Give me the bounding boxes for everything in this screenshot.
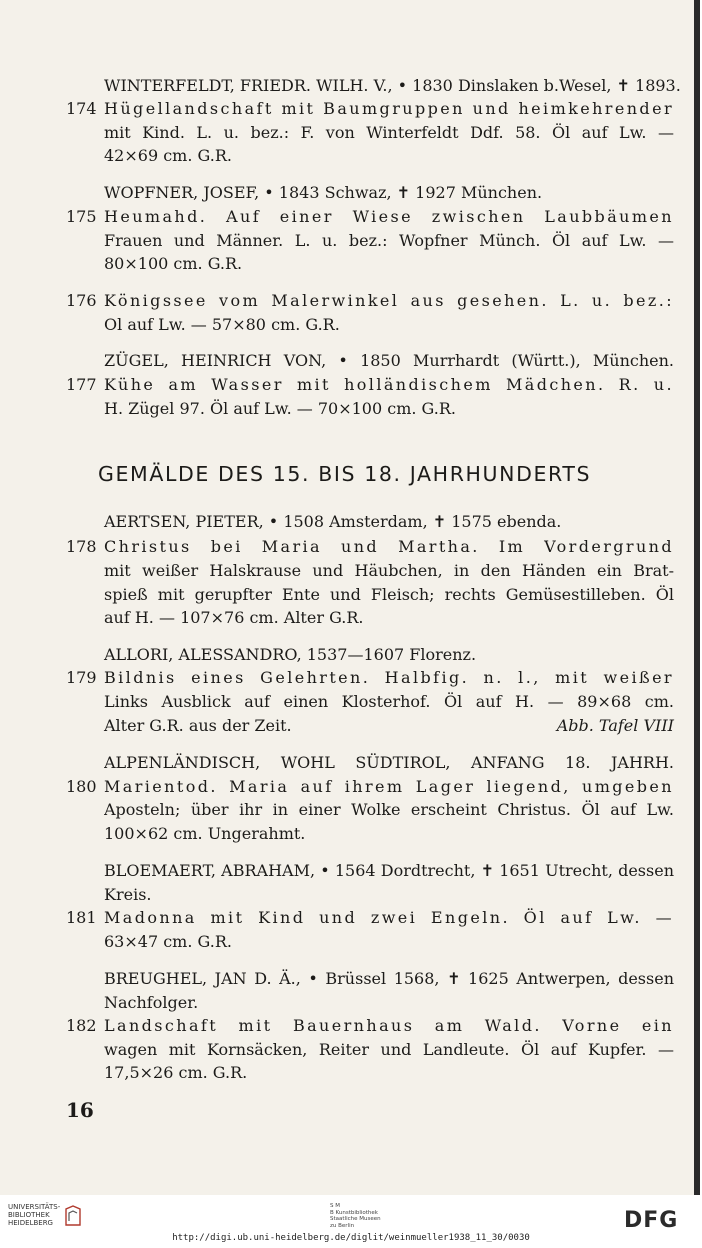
lot-description-line: 42×69 cm. G.R. (104, 146, 232, 165)
lot-description-line: spieß mit gerupfter Ente und Fleisch; rechts Gemüsestilleben. Öl (104, 585, 674, 604)
lot-description-line: Frauen und Männer. L. u. bez.: Wopfner Münch. Öl auf Lw. — (104, 231, 674, 250)
lot-title-line: Heumahd. Auf einer Wiese zwischen Laubbäumen (104, 207, 674, 226)
lot-description-line: auf H. — 107×76 cm. Alter G.R. (104, 608, 364, 627)
lot-title-line: Landschaft mit Bauernhaus am Wald. Vorne ein (104, 1016, 674, 1035)
artist-heading: AERTSEN, PIETER, • 1508 Amsterdam, ✝ 1575 ebenda. (104, 512, 562, 531)
artist-heading: ZÜGEL, HEINRICH VON, • 1850 Murrhardt (Württ.), München. (104, 351, 674, 370)
lot-description-line: Aposteln; über ihr in einer Wolke erscheint Christus. Öl auf Lw. (104, 800, 674, 819)
lot-description-line: H. Zügel 97. Öl auf Lw. — 70×100 cm. G.R. (104, 399, 456, 418)
artist-heading: WINTERFELDT, FRIEDR. WILH. V., • 1830 Dinslaken b.Wesel, ✝ 1893. (104, 76, 681, 95)
lot-title-line: Kühe am Wasser mit holländischem Mädchen. R. u. (104, 375, 674, 394)
lot-description-line: mit weißer Halskrause und Häubchen, in den Händen ein Brat- (104, 561, 674, 580)
lot-title-line: Hügellandschaft mit Baumgruppen und heimkehrender (104, 99, 674, 118)
plate-reference: Abb. Tafel VIII (556, 716, 674, 735)
lending-library-credit: S M B Kunstbibliothek Staatliche Museen zu Berlin (330, 1203, 381, 1229)
lot-number: 178 (66, 537, 97, 556)
lot-description-line: mit Kind. L. u. bez.: F. von Winterfeldt Ddf. 58. Öl auf Lw. — (104, 123, 674, 142)
lot-description-line: 17,5×26 cm. G.R. (104, 1063, 248, 1082)
lot-title-line: Bildnis eines Gelehrten. Halbfig. n. l., mit weißer (104, 668, 674, 687)
dfg-logo: DFG (624, 1208, 679, 1233)
lot-description-line: 100×62 cm. Ungerahmt. (104, 824, 306, 843)
source-url-link[interactable]: http://digi.ub.uni-heidelberg.de/diglit/weinmueller1938_11_30/0030 (172, 1233, 530, 1243)
library-name: UNIVERSITÄTS- BIBLIOTHEK HEIDELBERG (8, 1203, 61, 1227)
artist-heading: ALLORI, ALESSANDRO, 1537—1607 Florenz. (104, 645, 477, 664)
lot-title-line: Christus bei Maria und Martha. Im Vordergrund (104, 537, 674, 556)
artist-heading: WOPFNER, JOSEF, • 1843 Schwaz, ✝ 1927 München. (104, 183, 543, 202)
lot-number: 180 (66, 777, 97, 796)
artist-heading: ALPENLÄNDISCH, WOHL SÜDTIROL, ANFANG 18. JAHRH. (104, 753, 674, 772)
lot-number: 174 (66, 99, 97, 118)
artist-heading-continuation: Nachfolger. (104, 993, 199, 1012)
lot-description-line: Links Ausblick auf einen Klosterhof. Öl auf H. — 89×68 cm. (104, 692, 674, 711)
lot-title-line: Marientod. Maria auf ihrem Lager liegend, umgeben (104, 777, 674, 796)
page-number: 16 (66, 1098, 94, 1122)
lot-number: 175 (66, 207, 97, 226)
lot-number: 177 (66, 375, 97, 394)
lot-description-line: Ol auf Lw. — 57×80 cm. G.R. (104, 315, 340, 334)
lot-number: 179 (66, 668, 97, 687)
section-heading: GEMÄLDE DES 15. BIS 18. JAHRHUNDERTS (98, 462, 592, 486)
lot-description-line: wagen mit Kornsäcken, Reiter und Landleute. Öl auf Kupfer. — (104, 1040, 674, 1059)
artist-heading: BLOEMAERT, ABRAHAM, • 1564 Dordtrecht, ✝ 1651 Utrecht, dessen (104, 861, 674, 880)
artist-heading: BREUGHEL, JAN D. Ä., • Brüssel 1568, ✝ 1625 Antwerpen, dessen (104, 969, 674, 988)
lot-description-line: 80×100 cm. G.R. (104, 254, 243, 273)
digitization-footer (0, 1195, 702, 1248)
lot-description-line: Alter G.R. aus der Zeit. (104, 716, 292, 735)
lot-number: 182 (66, 1016, 97, 1035)
library-seal-icon (64, 1205, 82, 1227)
lot-title-line: Madonna mit Kind und zwei Engeln. Öl auf Lw. — (104, 908, 674, 927)
lot-description-line: 63×47 cm. G.R. (104, 932, 232, 951)
lot-number: 176 (66, 291, 97, 310)
lot-number: 181 (66, 908, 97, 927)
lot-title-line: Königssee vom Malerwinkel aus gesehen. L. u. bez.: (104, 291, 674, 310)
artist-heading-continuation: Kreis. (104, 885, 152, 904)
